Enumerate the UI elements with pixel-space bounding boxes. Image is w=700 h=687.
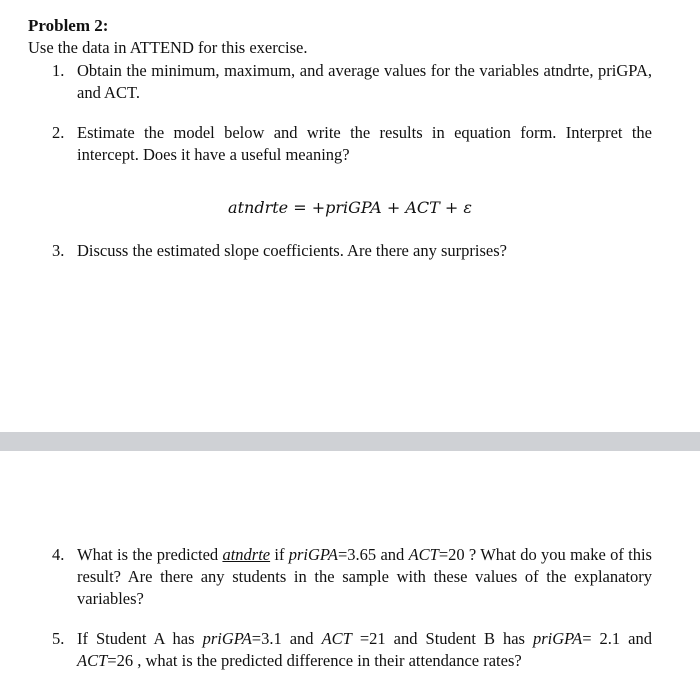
problem-intro: Use the data in ATTEND for this exercise. <box>28 38 308 57</box>
equation-term-act: ACT <box>405 198 440 217</box>
question-5 <box>52 628 652 672</box>
variable-act: ACT <box>321 629 352 648</box>
question-1 <box>52 60 652 104</box>
question-number: 3. <box>52 241 65 260</box>
variable-act: ACT <box>77 651 108 670</box>
variable-act: ACT <box>408 545 439 564</box>
question-3 <box>52 240 652 262</box>
variable-prigpa: priGPA <box>288 545 338 564</box>
variable-atndrte: atndrte <box>222 545 271 564</box>
equation-plus: + <box>381 198 406 217</box>
variable-prigpa: priGPA <box>533 629 583 648</box>
question-number: 4. <box>52 545 65 564</box>
question-text: Discuss the estimated slope coefficients. Are there any surprises? <box>77 241 507 260</box>
question-number: 1. <box>52 61 65 80</box>
equation-lhs: atndrte <box>228 198 289 217</box>
variable-prigpa: priGPA <box>202 629 252 648</box>
question-number: 2. <box>52 123 65 142</box>
question-number: 5. <box>52 629 65 648</box>
equation-plus: + <box>439 198 464 217</box>
page-separator-band <box>0 432 700 451</box>
question-4 <box>52 544 652 610</box>
equation-term-prigpa: priGPA <box>325 198 382 217</box>
question-text: If Student A has priGPA=3.1 and ACT =21 and Student B has priGPA= 2.1 and ACT=26 , what is the predicted difference in their attendance rates? <box>77 629 652 670</box>
question-text: What is the predicted atndrte if priGPA=3.65 and ACT=20 ? What do you make of this result? Are there any students in the sample with these values of the explanatory variables? <box>77 545 652 608</box>
question-2 <box>52 122 652 166</box>
equation-equals: = + <box>288 198 326 217</box>
question-text: Obtain the minimum, maximum, and average values for the variables atndrte, priGPA, and ACT. <box>77 61 652 102</box>
model-equation <box>0 198 700 217</box>
equation-error-term: ε <box>463 198 472 217</box>
question-text: Estimate the model below and write the results in equation form. Interpret the intercept. Does it have a useful meaning? <box>77 123 652 164</box>
problem-title: Problem 2: <box>28 16 109 35</box>
